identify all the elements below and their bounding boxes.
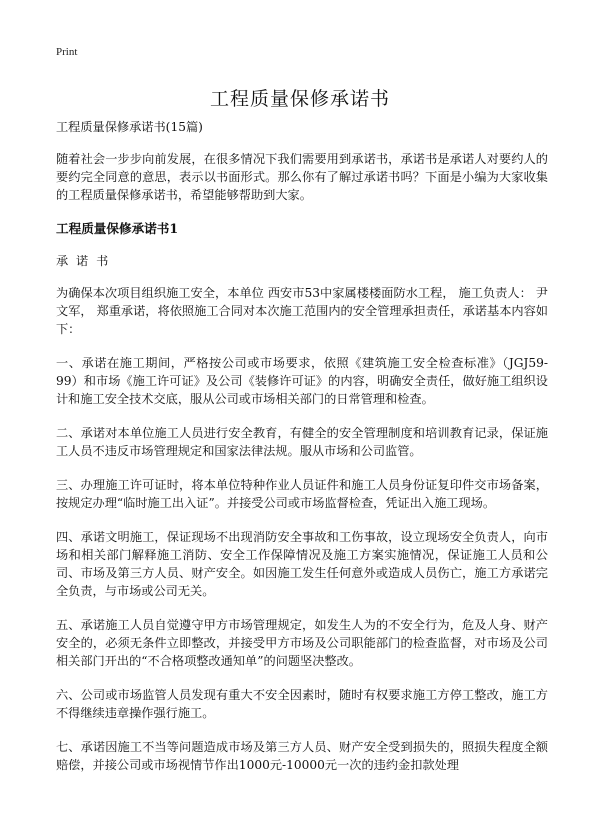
body-paragraph: 为确保本次项目组织施工安全，本单位 西安市53中家属楼楼面防水工程， 施工负责人： 尹文军， 郑重承诺，将依照施工合同对本次施工范围内的安全管理承担责任，承诺基本内容如下： bbox=[56, 286, 548, 336]
body-paragraph: 四、承诺文明施工，保证现场不出现消防安全事故和工伤事故，设立现场安全负责人，向市场和相关部门解释施工消防、安全工作保障情况及施工方案实施情况，保证施工人员和公司、市场及第三方人员、财产安全。如因施工发生任何意外或造成人员伤亡，施工方承诺完全负责，与市场或公司无关。 bbox=[56, 530, 548, 598]
document-subtitle: 工程质量保修承诺书(15篇) bbox=[56, 120, 203, 134]
document-title: 工程质量保修承诺书 bbox=[209, 88, 390, 110]
body-paragraph: 六、公司或市场监管人员发现有重大不安全因素时，随时有权要求施工方停工整改，施工方不得继续违章操作强行施工。 bbox=[56, 688, 548, 720]
letter-heading: 承 诺 书 bbox=[56, 254, 111, 268]
print-label: Print bbox=[56, 46, 78, 58]
body-paragraph: 三、办理施工许可证时，将本单位特种作业人员证件和施工人员身份证复印件交市场备案，按规定办理“临时施工出入证”。并接受公司或市场监督检查，凭证出入施工现场。 bbox=[56, 478, 548, 510]
intro-paragraph: 随着社会一步步向前发展，在很多情况下我们需要用到承诺书，承诺书是承诺人对要约人的要约完全同意的意思，表示以书面形式。那么你有了解过承诺书吗？下面是小编为大家收集的工程质量保修承诺书，希望能够帮助到大家。 bbox=[56, 152, 548, 202]
body-paragraph: 一、承诺在施工期间，严格按公司或市场要求，依照《建筑施工安全检查标准》（JGJ59-99）和市场《施工许可证》及公司《装修许可证》的内容，明确安全责任，做好施工组织设计和施工安全技术交底，服从公司或市场相关部门的日常管理和检查。 bbox=[56, 356, 548, 406]
document-body bbox=[56, 118, 548, 790]
body-paragraph: 五、承诺施工人员自觉遵守甲方市场管理规定，如发生人为的不安全行为，危及人身、财产安全的，必须无条件立即整改，并接受甲方市场及公司职能部门的检查监督，对市场及公司相关部门开出的“不合格项整改通知单”的问题坚决整改。 bbox=[56, 618, 548, 668]
section-heading: 工程质量保修承诺书1 bbox=[56, 221, 179, 236]
body-paragraph: 二、承诺对本单位施工人员进行安全教育，有健全的安全管理制度和培训教育记录，保证施工人员不违反市场管理规定和国家法律法规。服从市场和公司监管。 bbox=[56, 426, 548, 458]
body-paragraph: 七、承诺因施工不当等问题造成市场及第三方人员、财产安全受到损失的，照损失程度全额赔偿，并接公司或市场视情节作出1000元-10000元一次的违约金扣款处理 bbox=[56, 740, 548, 772]
